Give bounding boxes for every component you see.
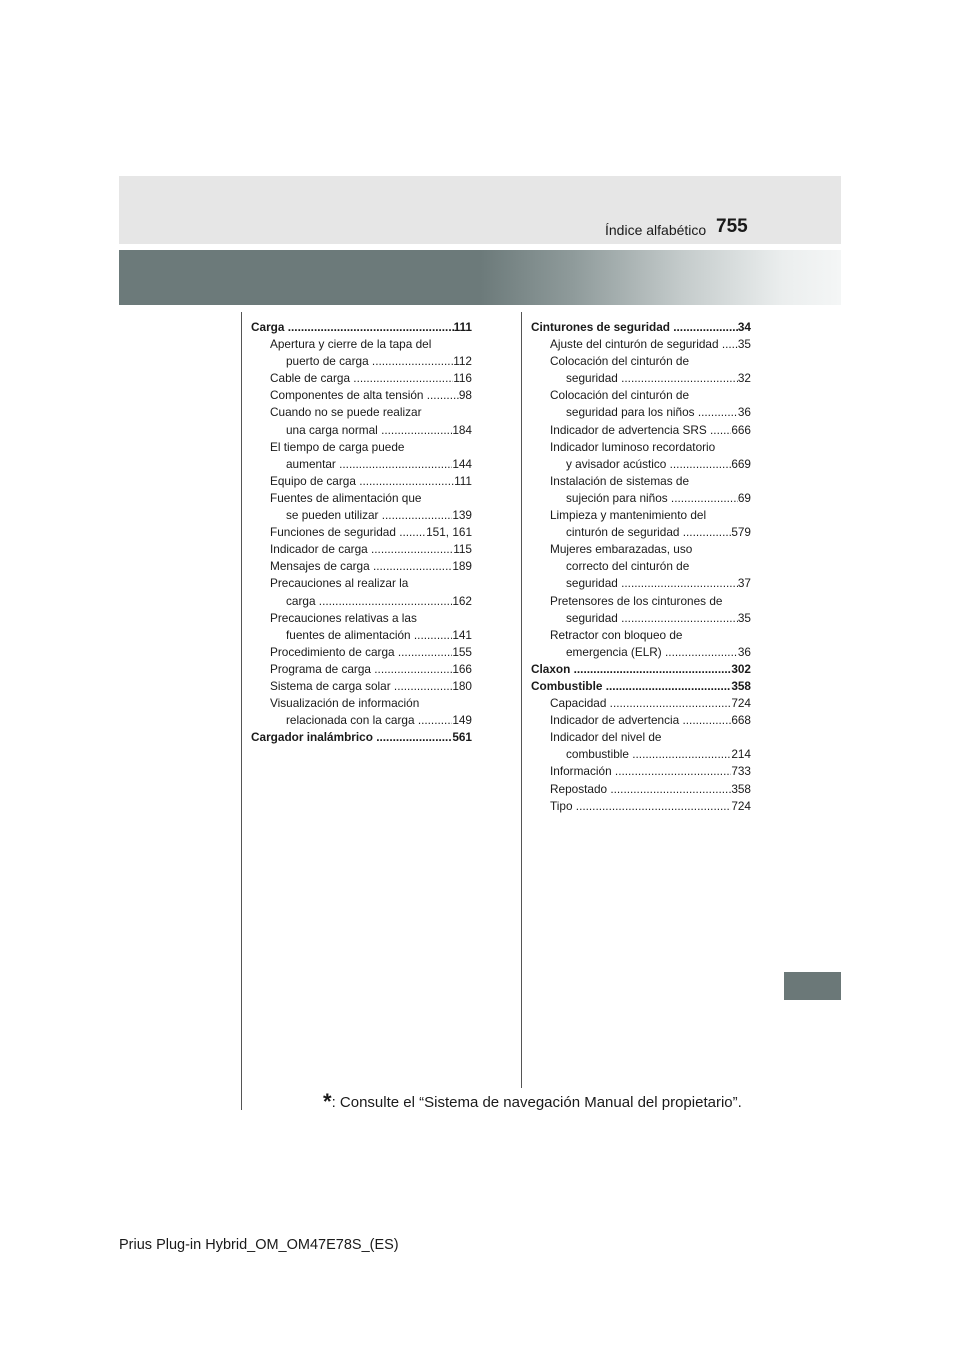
index-subentry xyxy=(531,593,751,627)
entry-page: 36 xyxy=(737,644,751,659)
index-subentry xyxy=(251,661,472,678)
entry-text: Indicador de carga ..... xyxy=(270,541,453,558)
entry-text: Programa de carga ..... xyxy=(270,661,452,678)
index-subentry xyxy=(251,370,472,387)
entry-term: Cuando no se puede realizar xyxy=(270,405,422,420)
entry-term: Precauciones relativas a las xyxy=(270,610,417,625)
index-subentry xyxy=(251,575,472,609)
index-subentry xyxy=(531,353,751,387)
index-subentry xyxy=(251,610,472,644)
entry-term xyxy=(531,678,751,695)
index-entry xyxy=(531,661,751,678)
entry-text: y avisador acústico ..... xyxy=(566,456,731,473)
entry-page: 162 xyxy=(452,593,472,608)
index-subentry xyxy=(251,524,472,541)
index-subentry xyxy=(531,798,751,815)
entry-term: Instalación de sistemas de xyxy=(550,473,690,488)
index-subentry xyxy=(531,507,751,541)
entry-text: Carga ..... xyxy=(251,319,454,336)
entry-term: Fuentes de alimentación que xyxy=(270,490,422,505)
index-subentry xyxy=(251,490,472,524)
entry-page: 35 xyxy=(737,610,751,625)
index-subentry xyxy=(251,473,472,490)
entry-text: seguridad ..... xyxy=(566,610,738,627)
entry-term xyxy=(550,798,751,815)
index-subentry xyxy=(531,422,751,439)
entry-page: 149 xyxy=(452,713,472,728)
index-subentry xyxy=(251,558,472,575)
entry-page: 36 xyxy=(737,405,751,420)
entry-text: fuentes de alimentación ..... xyxy=(286,627,452,644)
entry-page: 155 xyxy=(452,644,472,659)
section-tab-marker xyxy=(784,972,841,1000)
entry-text: seguridad ..... xyxy=(566,575,738,592)
entry-page: 37 xyxy=(737,576,751,591)
entry-continuation xyxy=(270,353,472,370)
entry-continuation xyxy=(550,404,751,421)
entry-page: 115 xyxy=(453,542,472,557)
entry-text: Indicador de advertencia ..... xyxy=(550,712,731,729)
entry-text: Repostado ..... xyxy=(550,781,731,798)
entry-page: 669 xyxy=(731,456,751,471)
entry-text: cinturón de seguridad ..... xyxy=(566,524,731,541)
entry-text: puerto de carga ..... xyxy=(286,353,453,370)
entry-term xyxy=(270,661,472,678)
index-subentry xyxy=(531,541,751,592)
entry-page: 189 xyxy=(452,559,472,574)
entry-page: 561 xyxy=(452,730,472,745)
index-subentry xyxy=(251,387,472,404)
entry-continuation xyxy=(550,644,751,661)
entry-term: Colocación del cinturón de xyxy=(550,354,690,369)
entry-term xyxy=(550,422,751,439)
entry-page: 184 xyxy=(452,422,472,437)
entry-term xyxy=(270,473,472,490)
entry-term: Mujeres embarazadas, uso xyxy=(550,542,693,557)
entry-continuation xyxy=(270,627,472,644)
entry-page: 166 xyxy=(452,661,472,676)
entry-term xyxy=(550,336,751,353)
entry-page: 116 xyxy=(453,371,472,386)
entry-text: relacionada con la carga ..... xyxy=(286,712,452,729)
entry-continuation xyxy=(550,524,751,541)
entry-page: 69 xyxy=(737,490,751,505)
entry-text: Capacidad ..... xyxy=(550,695,731,712)
entry-page: 733 xyxy=(731,764,751,779)
entry-term: Indicador del nivel de xyxy=(550,730,662,745)
index-entry xyxy=(251,729,472,746)
entry-text: Claxon ..... xyxy=(531,661,731,678)
entry-continuation xyxy=(550,490,751,507)
entry-page: 32 xyxy=(737,371,751,386)
entry-page: 358 xyxy=(731,678,751,693)
document-id: Prius Plug-in Hybrid_OM_OM47E78S_(ES) xyxy=(119,1237,399,1253)
entry-term xyxy=(251,319,472,336)
entry-text: Mensajes de carga ..... xyxy=(270,558,452,575)
entry-page: 358 xyxy=(731,781,751,796)
index-subentry xyxy=(251,678,472,695)
entry-text: sujeción para niños ..... xyxy=(566,490,738,507)
entry-term: Retractor con bloqueo de xyxy=(550,627,683,642)
index-column-right xyxy=(531,319,751,815)
entry-text: Sistema de carga solar ..... xyxy=(270,678,452,695)
entry-text: Equipo de carga ..... xyxy=(270,473,454,490)
entry-page: 112 xyxy=(453,354,472,369)
footnote-marker: * xyxy=(323,1089,332,1114)
column-rule-left xyxy=(241,312,242,1110)
entry-term: Visualización de información xyxy=(270,696,420,711)
index-subentry xyxy=(531,336,751,353)
entry-continuation xyxy=(270,712,472,729)
entry-text: Tipo ..... xyxy=(550,798,731,815)
index-subentry xyxy=(251,695,472,729)
index-subentry xyxy=(251,541,472,558)
index-subentry xyxy=(531,712,751,729)
entry-term xyxy=(270,387,472,404)
entry-page: 180 xyxy=(452,678,472,693)
entry-text: Indicador de advertencia SRS ..... xyxy=(550,422,731,439)
entry-text: emergencia (ELR) ..... xyxy=(566,644,738,661)
entry-term: El tiempo de carga puede xyxy=(270,439,405,454)
entry-continuation xyxy=(550,746,751,763)
entry-page: 98 xyxy=(458,388,472,403)
entry-page: 668 xyxy=(731,713,751,728)
entry-text: Cable de carga ..... xyxy=(270,370,453,387)
entry-term: Colocación del cinturón de xyxy=(550,388,690,403)
footnote xyxy=(323,1090,742,1113)
entry-term xyxy=(270,558,472,575)
entry-term: Pretensores de los cinturones de xyxy=(550,593,723,608)
entry-term xyxy=(270,644,472,661)
index-subentry xyxy=(531,729,751,763)
entry-page: 139 xyxy=(452,508,472,523)
index-subentry xyxy=(251,439,472,473)
index-subentry xyxy=(531,763,751,780)
entry-continuation xyxy=(270,456,472,473)
entry-text: una carga normal ..... xyxy=(286,422,452,439)
entry-text: Combustible ..... xyxy=(531,678,731,695)
page-number: 755 xyxy=(716,216,748,237)
column-rule-middle xyxy=(521,312,522,1088)
entry-page: 151, 161 xyxy=(426,525,472,540)
index-column-left xyxy=(251,319,472,746)
entry-continuation xyxy=(550,610,751,627)
entry-text: combustible ..... xyxy=(566,746,731,763)
index-subentry xyxy=(531,627,751,661)
entry-term: Apertura y cierre de la tapa del xyxy=(270,337,432,352)
entry-term xyxy=(270,370,472,387)
entry-term xyxy=(550,712,751,729)
entry-term xyxy=(550,695,751,712)
index-entry xyxy=(251,319,472,336)
footnote-text: : Consulte el “Sistema de navegación Manual del propietario”. xyxy=(331,1094,742,1111)
entry-term: Precauciones al realizar la xyxy=(270,576,409,591)
index-subentry xyxy=(531,781,751,798)
entry-text: carga ..... xyxy=(286,593,452,610)
entry-continuation xyxy=(550,370,751,387)
entry-continuation xyxy=(270,507,472,524)
entry-term xyxy=(531,319,751,336)
entry-continuation xyxy=(270,593,472,610)
entry-text: se pueden utilizar ..... xyxy=(286,507,452,524)
index-subentry xyxy=(251,644,472,661)
entry-term xyxy=(251,729,472,746)
entry-term: Indicador luminoso recordatorio xyxy=(550,439,716,454)
index-entry xyxy=(531,678,751,695)
entry-term xyxy=(550,763,751,780)
entry-text: Funciones de seguridad ..... xyxy=(270,524,426,541)
entry-term xyxy=(531,661,751,678)
entry-continuation xyxy=(550,575,751,592)
entry-page: 34 xyxy=(737,320,751,334)
entry-text: seguridad ..... xyxy=(566,370,738,387)
entry-text: seguridad para los niños ..... xyxy=(566,404,738,421)
index-subentry xyxy=(531,439,751,473)
entry-text: Procedimiento de carga ..... xyxy=(270,644,452,661)
section-title: Índice alfabético xyxy=(605,222,707,238)
entry-text: Ajuste del cinturón de seguridad ..... xyxy=(550,336,738,353)
entry-term xyxy=(270,678,472,695)
index-subentry xyxy=(531,387,751,421)
entry-continuation: correcto del cinturón de xyxy=(566,559,690,574)
entry-page: 214 xyxy=(731,747,751,762)
entry-term xyxy=(550,781,751,798)
entry-continuation xyxy=(550,456,751,473)
entry-page: 111 xyxy=(454,473,472,488)
entry-page: 141 xyxy=(452,627,472,642)
index-subentry xyxy=(251,404,472,438)
entry-page: 35 xyxy=(737,337,751,352)
entry-term xyxy=(270,524,472,541)
index-subentry xyxy=(531,473,751,507)
entry-page: 111 xyxy=(453,320,472,334)
entry-term: Limpieza y mantenimiento del xyxy=(550,508,707,523)
entry-page: 666 xyxy=(731,422,751,437)
entry-continuation xyxy=(270,422,472,439)
entry-page: 724 xyxy=(731,798,751,813)
index-subentry xyxy=(531,695,751,712)
index-entry xyxy=(531,319,751,336)
entry-term xyxy=(270,541,472,558)
entry-text: aumentar ..... xyxy=(286,456,452,473)
header-gradient-bar xyxy=(119,250,841,305)
entry-text: Información ..... xyxy=(550,763,731,780)
entry-page: 302 xyxy=(731,661,751,676)
entry-text: Cinturones de seguridad ..... xyxy=(531,319,738,336)
entry-page: 144 xyxy=(452,456,472,471)
entry-page: 724 xyxy=(731,696,751,711)
index-subentry xyxy=(251,336,472,370)
entry-text: Cargador inalámbrico ..... xyxy=(251,729,452,746)
entry-text: Componentes de alta tensión ..... xyxy=(270,387,459,404)
entry-page: 579 xyxy=(731,525,751,540)
